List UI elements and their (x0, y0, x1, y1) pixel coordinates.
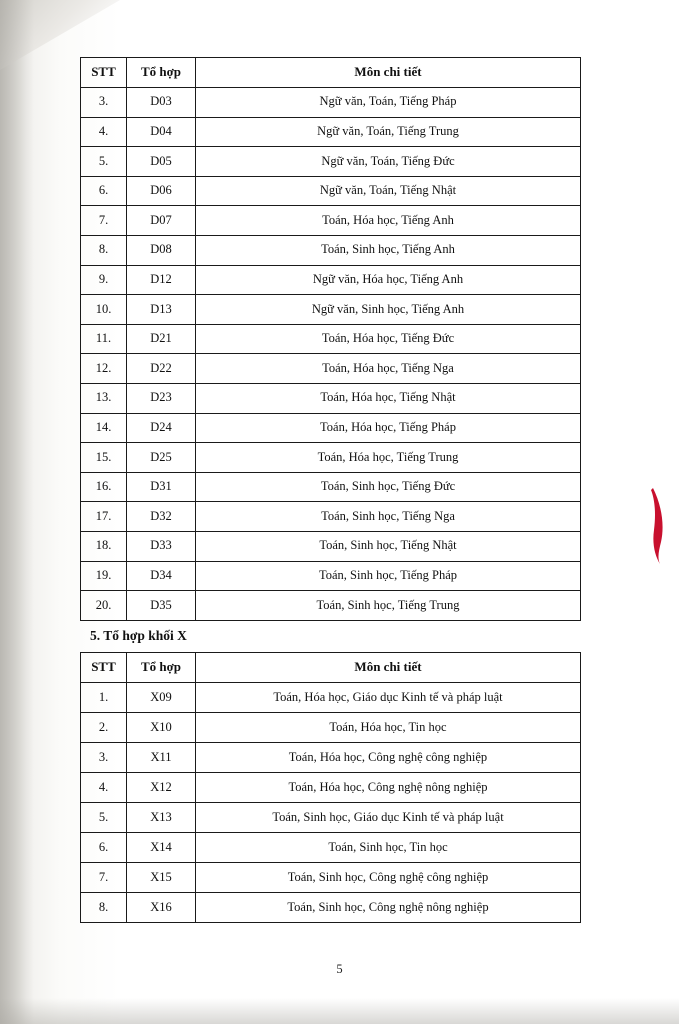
cell-subjects: Toán, Sinh học, Tiếng Anh (196, 235, 581, 265)
table-row (81, 235, 581, 265)
table-row (81, 591, 581, 621)
table-row (81, 683, 581, 713)
cell-subjects: Toán, Sinh học, Tiếng Trung (196, 591, 581, 621)
cell-code: D25 (127, 443, 196, 473)
cell-subjects: Ngữ văn, Toán, Tiếng Pháp (196, 88, 581, 118)
cell-stt: 18. (81, 531, 127, 561)
cell-stt: 2. (81, 713, 127, 743)
cell-code: X13 (127, 803, 196, 833)
column-header-stt: STT (81, 653, 127, 683)
cell-subjects: Ngữ văn, Hóa học, Tiếng Anh (196, 265, 581, 295)
cell-subjects: Toán, Sinh học, Tiếng Pháp (196, 561, 581, 591)
cell-code: D03 (127, 88, 196, 118)
cell-stt: 7. (81, 863, 127, 893)
cell-code: D13 (127, 295, 196, 325)
cell-code: D08 (127, 235, 196, 265)
cell-stt: 4. (81, 117, 127, 147)
cell-stt: 17. (81, 502, 127, 532)
cell-code: D22 (127, 354, 196, 384)
cell-stt: 8. (81, 235, 127, 265)
cell-code: D05 (127, 147, 196, 177)
table-row (81, 893, 581, 923)
cell-stt: 6. (81, 833, 127, 863)
table-row (81, 773, 581, 803)
table-row (81, 863, 581, 893)
table-block-d (80, 57, 581, 621)
cell-subjects: Ngữ văn, Toán, Tiếng Trung (196, 117, 581, 147)
cell-subjects: Toán, Sinh học, Công nghệ nông nghiệp (196, 893, 581, 923)
cell-stt: 16. (81, 472, 127, 502)
cell-code: D34 (127, 561, 196, 591)
table-row (81, 502, 581, 532)
column-header-mon-chi-tiet: Môn chi tiết (196, 653, 581, 683)
cell-subjects: Toán, Sinh học, Tiếng Nhật (196, 531, 581, 561)
cell-code: D12 (127, 265, 196, 295)
cell-code: D32 (127, 502, 196, 532)
cell-stt: 20. (81, 591, 127, 621)
cell-subjects: Ngữ văn, Toán, Tiếng Nhật (196, 176, 581, 206)
table-row (81, 176, 581, 206)
cell-subjects: Toán, Hóa học, Tiếng Trung (196, 443, 581, 473)
cell-subjects: Toán, Sinh học, Công nghệ công nghiệp (196, 863, 581, 893)
table-row (81, 561, 581, 591)
table-row (81, 117, 581, 147)
table-row (81, 383, 581, 413)
table-row (81, 531, 581, 561)
cell-stt: 19. (81, 561, 127, 591)
cell-stt: 7. (81, 206, 127, 236)
table-block-x (80, 652, 581, 923)
column-header-stt: STT (81, 58, 127, 88)
table-header-row (81, 653, 581, 683)
cell-stt: 1. (81, 683, 127, 713)
cell-stt: 3. (81, 743, 127, 773)
cell-code: D33 (127, 531, 196, 561)
table-row (81, 354, 581, 384)
cell-stt: 10. (81, 295, 127, 325)
cell-subjects: Toán, Sinh học, Tiếng Đức (196, 472, 581, 502)
cell-code: X16 (127, 893, 196, 923)
table-row (81, 803, 581, 833)
column-header-to-hop: Tổ hợp (127, 58, 196, 88)
table-row (81, 472, 581, 502)
cell-subjects: Toán, Hóa học, Tiếng Đức (196, 324, 581, 354)
cell-code: D35 (127, 591, 196, 621)
table-row (81, 88, 581, 118)
cell-subjects: Toán, Hóa học, Công nghệ công nghiệp (196, 743, 581, 773)
cell-stt: 8. (81, 893, 127, 923)
cell-stt: 9. (81, 265, 127, 295)
cell-subjects: Toán, Hóa học, Giáo dục Kinh tế và pháp luật (196, 683, 581, 713)
page-number: 5 (336, 962, 343, 976)
cell-stt: 3. (81, 88, 127, 118)
cell-subjects: Toán, Sinh học, Tin học (196, 833, 581, 863)
cell-subjects: Ngữ văn, Sinh học, Tiếng Anh (196, 295, 581, 325)
table-row (81, 324, 581, 354)
cell-subjects: Toán, Hóa học, Tiếng Pháp (196, 413, 581, 443)
cell-code: D31 (127, 472, 196, 502)
cell-code: X14 (127, 833, 196, 863)
table-row (81, 443, 581, 473)
cell-stt: 14. (81, 413, 127, 443)
cell-stt: 6. (81, 176, 127, 206)
table-row (81, 713, 581, 743)
cell-code: D23 (127, 383, 196, 413)
table-row (81, 295, 581, 325)
cell-code: X09 (127, 683, 196, 713)
cell-stt: 11. (81, 324, 127, 354)
table-row (81, 833, 581, 863)
cell-subjects: Toán, Hóa học, Công nghệ nông nghiệp (196, 773, 581, 803)
cell-subjects: Toán, Sinh học, Giáo dục Kinh tế và pháp luật (196, 803, 581, 833)
cell-subjects: Toán, Hóa học, Tiếng Anh (196, 206, 581, 236)
cell-stt: 5. (81, 147, 127, 177)
cell-code: D04 (127, 117, 196, 147)
table-header-row (81, 58, 581, 88)
cell-subjects: Ngữ văn, Toán, Tiếng Đức (196, 147, 581, 177)
cell-subjects: Toán, Hóa học, Tiếng Nga (196, 354, 581, 384)
table-row (81, 206, 581, 236)
cell-subjects: Toán, Hóa học, Tiếng Nhật (196, 383, 581, 413)
cell-code: X12 (127, 773, 196, 803)
column-header-mon-chi-tiet: Môn chi tiết (196, 58, 581, 88)
table-row (81, 743, 581, 773)
cell-subjects: Toán, Hóa học, Tin học (196, 713, 581, 743)
cell-stt: 13. (81, 383, 127, 413)
cell-code: X10 (127, 713, 196, 743)
cell-code: X15 (127, 863, 196, 893)
section-heading: 5. Tổ hợp khối X (90, 628, 187, 643)
cell-stt: 4. (81, 773, 127, 803)
cell-code: D24 (127, 413, 196, 443)
cell-code: D07 (127, 206, 196, 236)
cell-code: X11 (127, 743, 196, 773)
cell-code: D06 (127, 176, 196, 206)
column-header-to-hop: Tổ hợp (127, 653, 196, 683)
cell-subjects: Toán, Sinh học, Tiếng Nga (196, 502, 581, 532)
cell-stt: 5. (81, 803, 127, 833)
cell-stt: 12. (81, 354, 127, 384)
table-row (81, 265, 581, 295)
table-row (81, 413, 581, 443)
cell-stt: 15. (81, 443, 127, 473)
cell-code: D21 (127, 324, 196, 354)
table-row (81, 147, 581, 177)
